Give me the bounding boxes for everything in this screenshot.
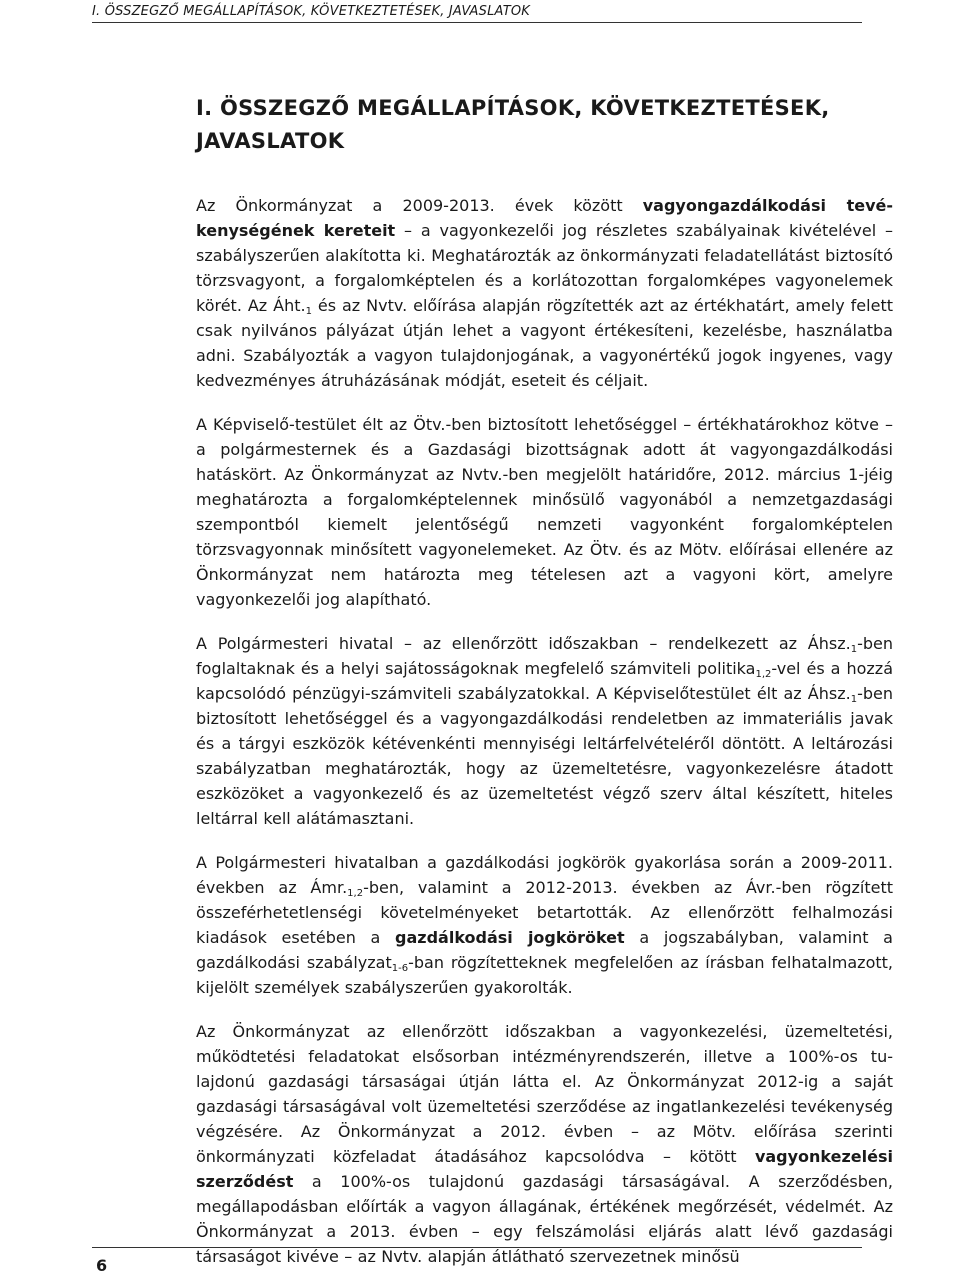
text-run: A Polgármesteri hivatal – az ellenőrzött időszakban – rendelkezett az Áhsz. — [196, 634, 851, 653]
page-title-line-2: JAVASLATOK — [196, 129, 345, 153]
page-number: 6 — [96, 1256, 108, 1275]
subscript-text: 1 — [305, 306, 312, 317]
text-run: – a vagyonkezelői jog részletes szabályainak kivételével – szabályszerűen alakította ki. Meghatározták az önkormányzati feladatellátást biztosító törzsvagyont, a forgalomképtelen és a korlátozottan forgalomképes vagyonelemek körét. Az Áht. — [196, 221, 893, 315]
paragraph-1 — [196, 193, 893, 393]
footer-rule — [92, 1247, 862, 1248]
paragraph-4 — [196, 850, 893, 1000]
subscript-text: 1 — [850, 694, 858, 705]
text-run: -ban rögzítetteknek megfelelően az írásban felhatalmazott, kijelölt személyek szabályszerűen gyakorolták. — [196, 953, 894, 997]
paragraph-3 — [196, 631, 893, 831]
subscript-text: 1,2 — [755, 669, 772, 680]
subscript-text: 1 — [850, 644, 858, 655]
bold-text: vagyongazdálkodási tevékenységének kereteit — [196, 196, 893, 240]
running-header: I. ÖSSZEGZŐ MEGÁLLAPÍTÁSOK, KÖVETKEZTETÉSEK, JAVASLATOK — [92, 4, 862, 23]
text-run: -ben, valamint a 2012-2013. években az Ávr.-ben rögzített összeférhetetlenségi követelményeket betartották. Az ellenőrzött felhalmozási kiadások esetében a — [196, 878, 894, 947]
text-run: a 100%-os tulajdonú gazdasági társaságával. A szerződésben, megállapodásban előírták a vagyon állagának, értékének megőrzését, védelmét. Az Önkormányzat a 2013. évben – egy felszámolási eljárás alatt lévő gazdasági társaságot kivéve – az Nvtv. alapján átlátható szervezetnek minősü — [196, 1172, 893, 1266]
text-run: -vel és a hozzá kapcsolódó pénzügyi-számviteli szabályzatokkal. A Képviselőtestület élt az Áhsz. — [196, 659, 894, 703]
body-text — [196, 193, 893, 1288]
text-run: és az Nvtv. előírása alapján rögzítették azt az értékhatárt, amely felett csak nyilvános pályázat útján lehet a vagyont értékesíteni, kezelésbe, használatba adni. Szabályozták a vagyon tulajdonjogának, a vagyonértékű jogok ingyenes, vagy kedvezményes átruházásának módját, eseteit és céljait. — [196, 296, 893, 390]
text-run: Az Önkormányzat az ellenőrzött időszakban a vagyonkezelési, üzemeltetési, működtetési feladatokat elsősorban intézményrendszerén, illetve a 100%-os tulajdonú gazdasági társaságai útján látta el. Az Önkormányzat 2012-ig a saját gazdasági társaságával volt üzemeltetési szerződése az ingatlankezelési tevékenység végzésére. Az Önkormányzat a 2012. évben – az Mötv. előírása szerinti önkormányzati közfeladat átadásához kapcsolódva – kötött — [196, 1022, 893, 1166]
subscript-text: 1,2 — [347, 888, 364, 899]
page-title — [196, 92, 916, 158]
text-run: -ben foglaltaknak és a helyi sajátosságoknak megfelelő számviteli politika — [196, 634, 893, 678]
text-run: A Képviselő-testület élt az Ötv.-ben biztosított lehetőséggel – értékhatárokhoz kötve – a polgármesternek és a Gazdasági bizottságnak adott át vagyongazdálkodási hatáskört. Az Önkormányzat az Nvtv.-ben megjelölt határidőre, 2012. március 1-jéig meghatározta a forgalomképtelennek minősülő vagyonából a nemzetgazdasági szempontból kiemelt jelentőségű nemzeti vagyonként forgalomképtelen törzsvagyonnak minősített vagyonelemeket. Az Ötv. és az Mötv. előírásai ellenére az Önkormányzat nem határozta meg tételesen azt a vagyoni kört, amelyre vagyonkezelői jog alapítható. — [196, 415, 893, 609]
subscript-text: 1-6 — [391, 963, 409, 974]
text-run: -ben biztosított lehetőséggel és a vagyongazdálkodási rendeletben az immateriális javak és a tárgyi eszközök kétévenkénti mennyiségi leltárfelvételéről döntött. A leltározási szabályzatban meghatározták, hogy az üzemeltetésre, vagyonkezelésre átadott eszközöket a vagyonkezelő és az üzemeltetést végző szerv által készített, hiteles leltárral kell alátámasztani. — [196, 684, 893, 828]
paragraph-5 — [196, 1019, 893, 1269]
bold-text: vagyonkezelési szerződést — [196, 1147, 893, 1191]
paragraph-2 — [196, 412, 893, 612]
text-run: a jogszabályban, valamint a gazdálkodási szabályzat — [196, 928, 893, 972]
text-run: A Polgármesteri hivatalban a gazdálkodási jogkörök gyakorlása során a 2009-2011. években az Ámr. — [196, 853, 893, 897]
bold-text: gazdálkodási jogköröket — [395, 928, 625, 947]
text-run: Az Önkormányzat a 2009-2013. évek között — [196, 196, 643, 215]
page-title-line-1: I. ÖSSZEGZŐ MEGÁLLAPÍTÁSOK, KÖVETKEZTETÉSEK, — [196, 96, 830, 120]
